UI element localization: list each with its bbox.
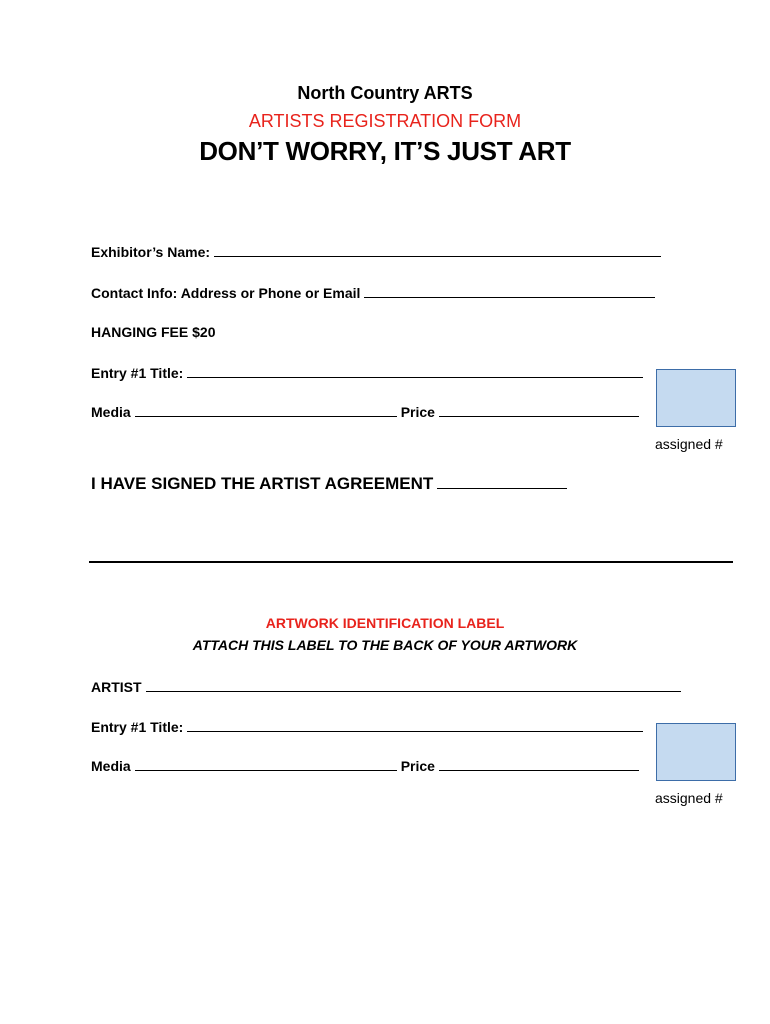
contact-info-label: Contact Info: Address or Phone or Email	[91, 285, 361, 301]
contact-info-field[interactable]	[364, 284, 655, 298]
agreement-row	[91, 472, 567, 494]
entry-title-row	[91, 364, 643, 381]
artist-label: ARTIST	[91, 679, 142, 695]
media-label: Media	[91, 404, 131, 420]
label-price-label: Price	[400, 758, 435, 774]
label-entry-title-field[interactable]	[187, 718, 643, 732]
price-field[interactable]	[439, 403, 639, 417]
label-media-label: Media	[91, 758, 131, 774]
label-media-field[interactable]	[135, 757, 397, 771]
price-label: Price	[400, 404, 435, 420]
media-field[interactable]	[135, 403, 397, 417]
contact-info-row	[91, 284, 655, 301]
entry-title-field[interactable]	[187, 364, 643, 378]
label-section-title: ARTWORK IDENTIFICATION LABEL	[265, 615, 505, 631]
exhibitor-name-label: Exhibitor’s Name:	[91, 244, 211, 260]
entry-title-label: Entry #1 Title:	[91, 365, 184, 381]
agreement-label: I HAVE SIGNED THE ARTIST AGREEMENT	[91, 474, 434, 493]
label-entry-title-label: Entry #1 Title:	[91, 719, 184, 735]
media-price-row	[91, 403, 639, 420]
page-title: DON’T WORRY, IT’S JUST ART	[199, 136, 571, 166]
form-title: ARTISTS REGISTRATION FORM	[248, 111, 522, 131]
assigned-number-box[interactable]	[656, 369, 736, 427]
agreement-signature-field[interactable]	[437, 472, 567, 489]
label-price-field[interactable]	[439, 757, 639, 771]
label-assigned-number-box[interactable]	[656, 723, 736, 781]
cut-line-divider	[89, 561, 733, 563]
label-instruction: ATTACH THIS LABEL TO THE BACK OF YOUR ARTWORK	[192, 637, 578, 653]
label-entry-title-row	[91, 718, 643, 735]
exhibitor-name-row	[91, 243, 661, 260]
org-name: North Country ARTS	[297, 83, 473, 103]
exhibitor-name-field[interactable]	[214, 243, 661, 257]
artist-field[interactable]	[146, 678, 681, 692]
artist-row	[91, 678, 681, 695]
assigned-caption: assigned #	[655, 436, 723, 452]
label-assigned-caption: assigned #	[655, 790, 723, 806]
hanging-fee: HANGING FEE $20	[91, 324, 216, 340]
label-media-price-row	[91, 757, 639, 774]
